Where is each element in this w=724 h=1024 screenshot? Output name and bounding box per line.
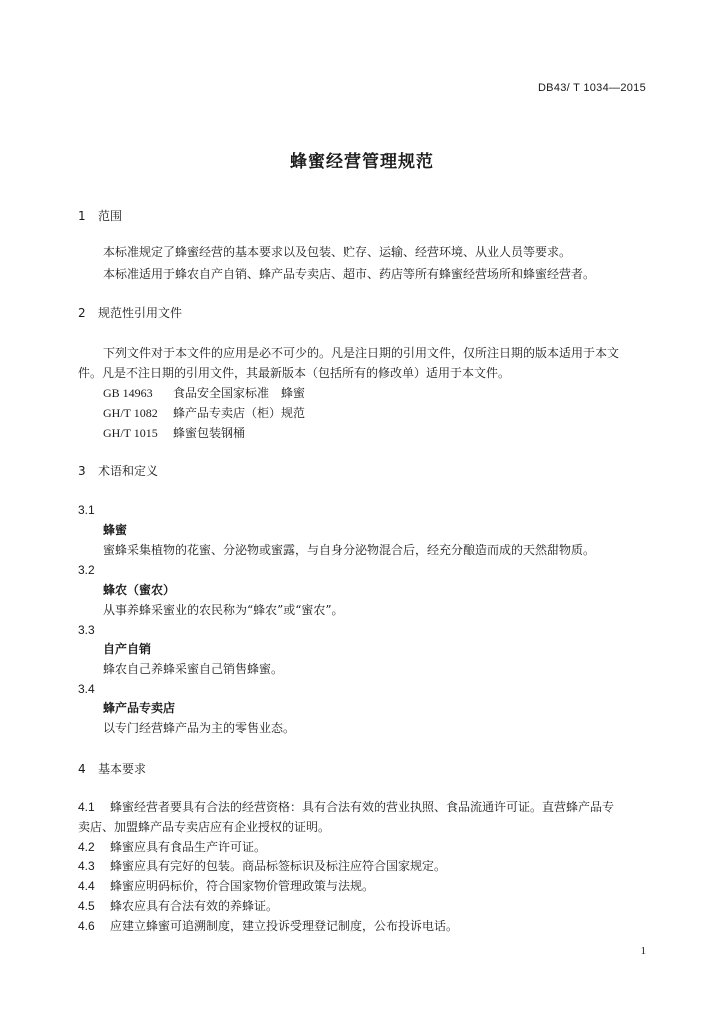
requirement-number: 4.3 — [78, 859, 95, 873]
term-name: 自产自销 — [103, 642, 152, 656]
requirement-text: 应建立蜂蜜可追溯制度，建立投诉受理登记制度，公布投诉电话。 — [110, 919, 459, 933]
section-title: 范围 — [98, 209, 123, 223]
requirement-number: 4.2 — [78, 840, 95, 854]
requirement-text: 蜂农应具有合法有效的养蜂证。 — [110, 899, 279, 913]
refs-intro-line: 下列文件对于本文件的应用是必不可少的。凡是注日期的引用文件，仅所注日期的版本适用于本文 — [103, 346, 620, 360]
requirement-item — [78, 918, 458, 934]
page-number: 1 — [640, 945, 646, 957]
section-title: 基本要求 — [98, 762, 147, 776]
requirement-item — [78, 898, 278, 914]
standard-code: DB43/ T 1034—2015 — [537, 82, 646, 94]
reference-item — [103, 385, 305, 401]
requirement-number: 4.5 — [78, 899, 95, 913]
term-number: 3.3 — [78, 623, 95, 637]
term-name: 蜂蜜 — [103, 523, 128, 537]
term-name: 蜂农（蜜农） — [103, 583, 176, 597]
requirement-number: 4.6 — [78, 919, 95, 933]
section-heading-basic-requirements — [78, 761, 146, 777]
requirement-continuation: 卖店、加盟蜂产品专卖店应有企业授权的证明。 — [78, 820, 331, 834]
requirement-number: 4.1 — [78, 800, 95, 814]
reference-title: 蜂蜜包装钢桶 — [173, 426, 246, 440]
requirement-item — [78, 839, 266, 855]
requirement-item — [78, 878, 374, 894]
refs-intro-line: 件。凡是不注日期的引用文件，其最新版本（包括所有的修改单）适用于本文件。 — [78, 366, 511, 380]
requirement-text: 蜂蜜应具有食品生产许可证。 — [110, 840, 267, 854]
requirement-text: 蜂蜜应具有完好的包装。商品标签标识及标注应符合国家规定。 — [110, 859, 447, 873]
term-number: 3.4 — [78, 682, 95, 696]
section-title: 规范性引用文件 — [98, 306, 183, 320]
scope-paragraph: 本标准规定了蜂蜜经营的基本要求以及包装、贮存、运输、经营环境、从业人员等要求。 — [103, 245, 572, 259]
term-definition: 蜂农自己养蜂采蜜自己销售蜂蜜。 — [103, 662, 284, 676]
section-heading-terms — [78, 463, 158, 479]
section-heading-scope — [78, 208, 122, 224]
term-definition: 蜜蜂采集植物的花蜜、分泌物或蜜露，与自身分泌物混合后，经充分酿造而成的天然甜物质。 — [103, 543, 596, 557]
term-number: 3.2 — [78, 563, 95, 577]
term-definition: 以专门经营蜂产品为主的零售业态。 — [103, 721, 296, 735]
requirement-item — [78, 799, 614, 815]
reference-title: 食品安全国家标准 蜂蜜 — [173, 386, 306, 400]
term-name: 蜂产品专卖店 — [103, 701, 176, 715]
requirement-number: 4.4 — [78, 879, 95, 893]
section-title: 术语和定义 — [98, 464, 159, 478]
section-number: 2 — [78, 306, 86, 320]
scope-paragraph: 本标准适用于蜂农自产自销、蜂产品专卖店、超市、药店等所有蜂蜜经营场所和蜂蜜经营者。 — [103, 267, 596, 281]
requirement-text: 蜂蜜应明码标价，符合国家物价管理政策与法规。 — [110, 879, 375, 893]
section-number: 3 — [78, 464, 86, 478]
reference-item — [103, 405, 305, 421]
section-number: 4 — [78, 762, 86, 776]
reference-code: GH/T 1082 — [103, 406, 158, 420]
document-title: 蜂蜜经营管理规范 — [290, 152, 434, 172]
term-number: 3.1 — [78, 503, 95, 517]
reference-code: GH/T 1015 — [103, 426, 158, 440]
requirement-text: 蜂蜜经营者要具有合法的经营资格：具有合法有效的营业执照、食品流通许可证。直营蜂产品专 — [110, 800, 615, 814]
requirement-item — [78, 858, 446, 874]
section-number: 1 — [78, 209, 86, 223]
section-heading-normative-refs — [78, 305, 182, 321]
reference-title: 蜂产品专卖店（柜）规范 — [173, 406, 306, 420]
reference-item — [103, 425, 245, 441]
term-definition: 从事养蜂采蜜业的农民称为“蜂农”或“蜜农”。 — [103, 603, 344, 617]
reference-code: GB 14963 — [103, 386, 153, 400]
